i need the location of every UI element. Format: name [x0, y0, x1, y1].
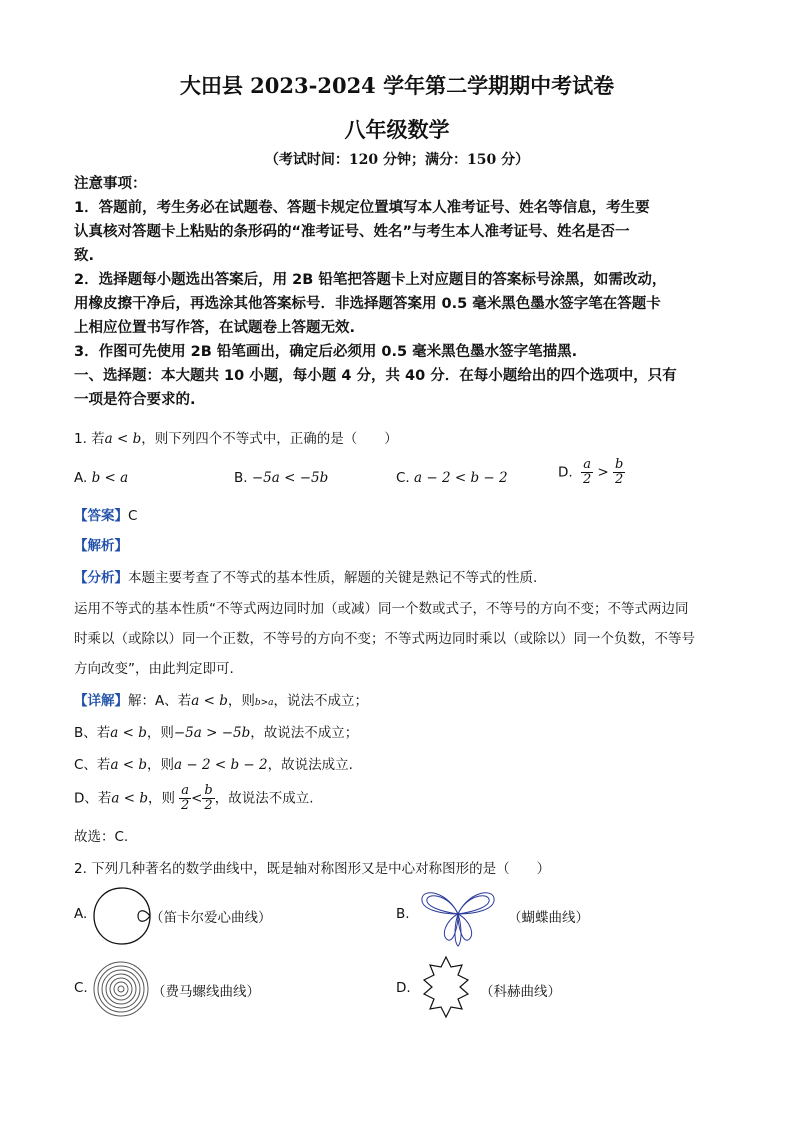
q1-detail-b: B、若a < b，则−5a > −5b，故说法不成立；	[74, 725, 359, 741]
q1-analysis-tag: 【解析】	[74, 538, 128, 554]
fermat-spiral-curve	[94, 962, 148, 1016]
fraction: $\frac{a}{2}$	[181, 783, 190, 813]
q2-option-c-label: C.	[74, 980, 88, 996]
notes-block	[74, 172, 722, 412]
q1-fenxi: 【分析】本题主要考查了不等式的基本性质，解题的关键是熟记不等式的性质.	[74, 570, 538, 586]
cardioid-notch	[138, 911, 150, 922]
q1-option-a: A. b < a	[74, 470, 129, 486]
q1-stem: 1. 若a < b，则下列四个不等式中，正确的是（ ）	[74, 431, 398, 447]
koch-curve-figure	[414, 955, 478, 1019]
notes-heading: 注意事项：	[74, 176, 147, 192]
q1-option-c: C. a − 2 < b − 2	[396, 470, 508, 486]
note-2-line-1: 2．选择题每小题选出答案后，用 2B 铅笔把答题卡上对应题目的答案标号涂黑，如需改动，	[74, 272, 667, 288]
butterfly-curve	[422, 893, 494, 946]
q2-stem: 2. 下列几种著名的数学曲线中，既是轴对称图形又是中心对称图形的是（ ）	[74, 861, 551, 877]
note-2-line-3: 上相应位置书写作答，在试题卷上答题无效.	[74, 320, 356, 336]
note-2-line-2: 用橡皮擦干净后，再选涂其他答案标号．非选择题答案用 0.5 毫米黑色墨水签字笔在答题卡	[74, 296, 661, 312]
q1-rule: 运用不等式的基本性质“不等式两边同时加（或减）同一个数或式子，不等号的方向不变；不等式两边同 时乘以（或除以）同一个正数，不等号的方向不变；不等式两边同时乘以（或除以）同一个负数，不等号 方向改变”，由此判定即可.	[74, 601, 695, 677]
fermat-spiral-figure	[92, 960, 150, 1018]
q2-option-a-label: A.	[74, 906, 88, 922]
note-1-line-1: 1．答题前，考生务必在试题卷、答题卡规定位置填写本人准考证号、姓名等信息，考生要	[74, 200, 650, 216]
note-3: 3．作图可先使用 2B 铅笔画出，确定后必须用 0.5 毫米黑色墨水签字笔描黑.	[74, 344, 578, 360]
exam-subtitle: 八年级数学	[344, 117, 450, 142]
exam-meta: （考试时间：120 分钟；满分：150 分）	[264, 152, 530, 168]
section-1-line-2: 一项是符合要求的.	[74, 392, 196, 408]
q1-option-b: B. −5a < −5b	[234, 470, 329, 486]
section-1-line-1: 一、选择题：本大题共 10 小题，每小题 4 分，共 40 分．在每小题给出的四个选项中，只有	[74, 368, 677, 384]
q2-option-d-label: D.	[396, 980, 411, 996]
q1-option-d: D. $\frac{a}{2}$ > $\frac{b}{2}$	[558, 457, 624, 487]
exam-title: 大田县 2023-2024 学年第二学期期中考试卷	[179, 73, 615, 98]
q2-option-b-text: （蝴蝶曲线）	[508, 910, 589, 926]
note-1-line-3: 致.	[74, 248, 95, 264]
fraction: $\frac{b}{2}$	[614, 457, 624, 487]
butterfly-figure	[418, 886, 498, 948]
q1-choice: 故选：C.	[74, 829, 129, 845]
q1-condition: a < b	[104, 431, 142, 447]
fraction: $\frac{b}{2}$	[204, 783, 213, 813]
q2-option-b-label: B.	[396, 906, 410, 922]
note-1-line-2: 认真核对答题卡上粘贴的条形码的“准考证号、姓名”与考生本人准考证号、姓名是否一	[74, 224, 630, 240]
q2-option-c-text: （费马螺线曲线）	[152, 984, 260, 1000]
q1-detail-a: 【详解】解：A、若a < b，则b>a，说法不成立；	[74, 693, 369, 709]
q2-option-d-text: （科赫曲线）	[480, 984, 561, 1000]
q2-option-a-text: （笛卡尔爱心曲线）	[150, 910, 272, 926]
cardioid-figure	[92, 886, 152, 946]
q1-detail-c: C、若a < b，则a − 2 < b − 2，故说法成立.	[74, 757, 353, 773]
koch-snowflake	[424, 957, 468, 1017]
q1-answer: 【答案】C	[74, 508, 138, 524]
q1-detail-d: D、若a < b，则 $\frac{a}{2}$ < $\frac{b}{2}$ ，故说法不成立.	[74, 783, 314, 813]
fraction: $\frac{a}{2}$	[583, 457, 592, 487]
